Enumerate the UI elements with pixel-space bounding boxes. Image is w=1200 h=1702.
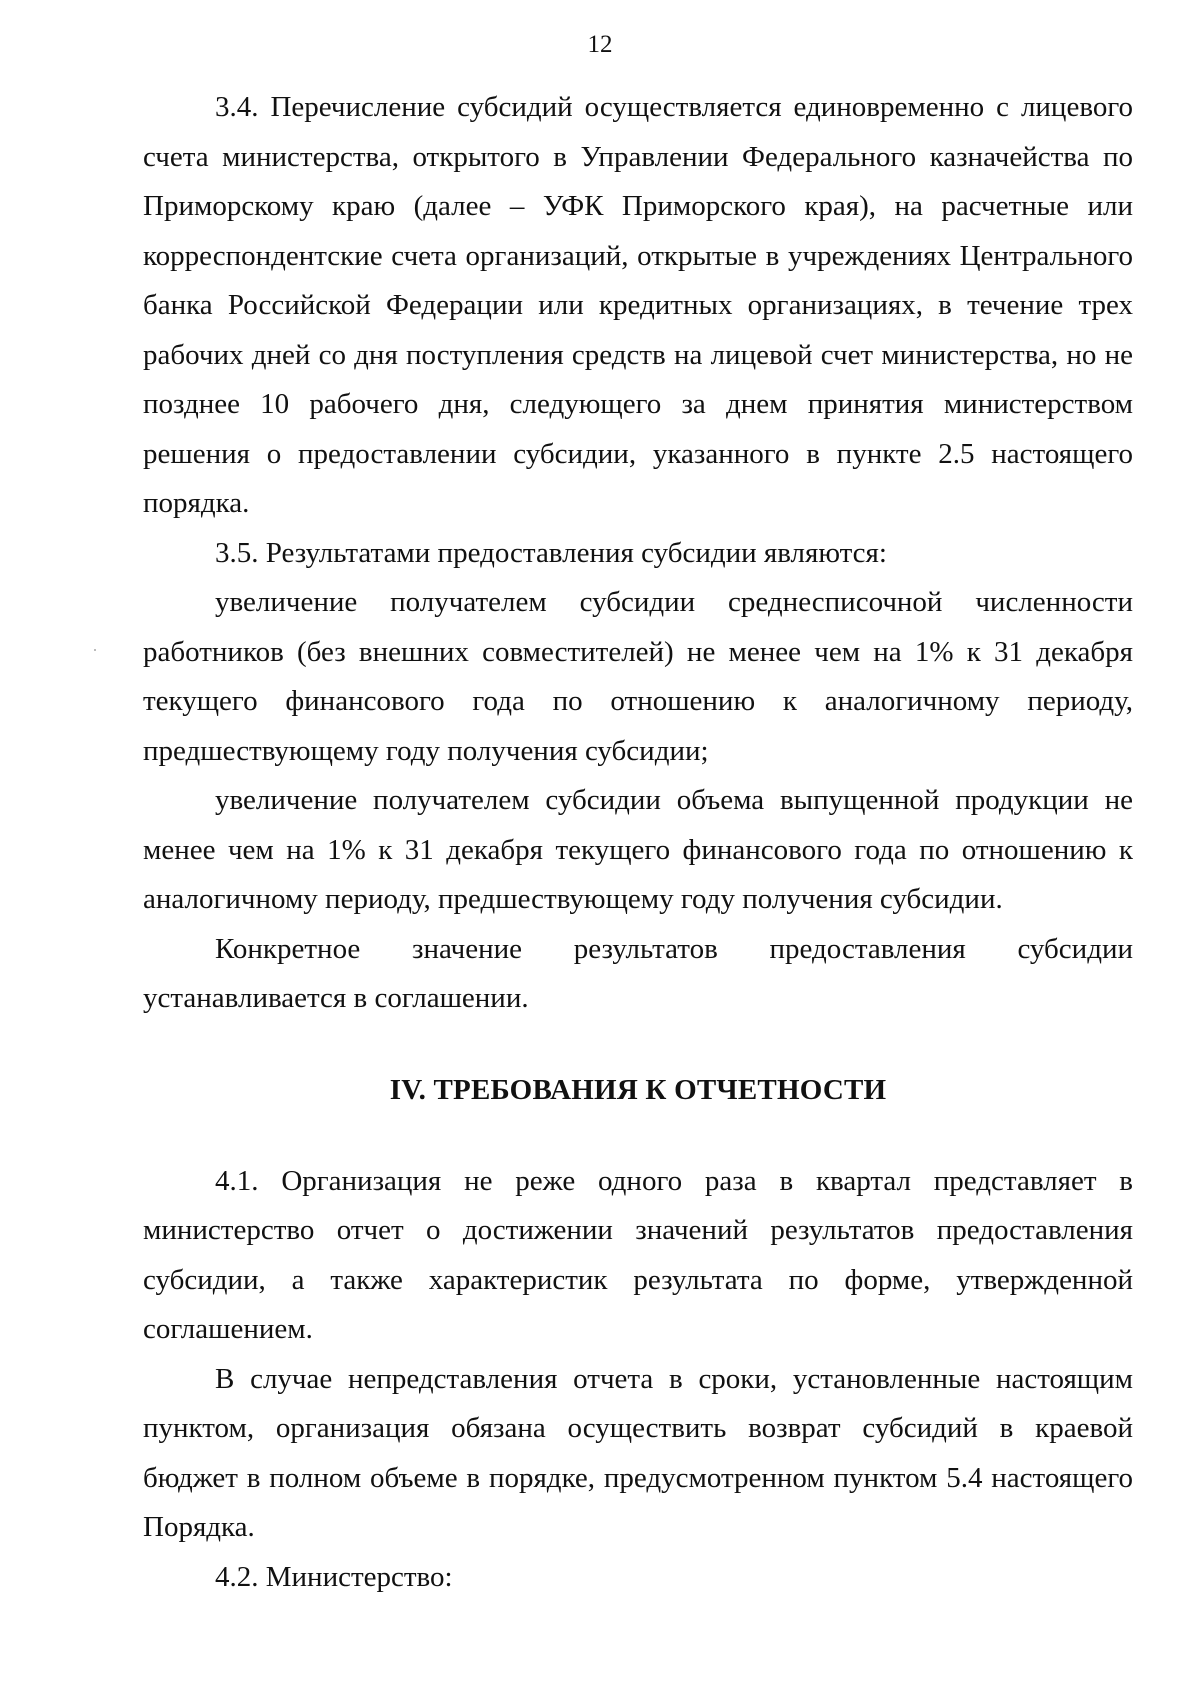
section-title: IV. ТРЕБОВАНИЯ К ОТЧЕТНОСТИ	[389, 1073, 887, 1106]
paragraph-non-submission: В случае непредставления отчета в сроки, установленные настоящим пунктом, организация обязана осуществить возврат субсидий в краевой бюджет в полном объеме в порядке, предусмотренном пунктом 5.4 настоящего Порядка.	[143, 1362, 1133, 1543]
paragraph-3-5: 3.5. Результатами предоставления субсидии являются:	[215, 536, 887, 569]
scan-artifact-dot	[94, 649, 96, 651]
paragraph-3-4: 3.4. Перечисление субсидий осуществляется единовременно с лицевого счета министерства, открытого в Управлении Федерального казначейства по Приморскому краю (далее – УФК Приморского края), на расчетные или корреспондентские счета организаций, открытые в учреждениях Центрального банка Российской Федерации или кредитных организациях, в течение трех рабочих дней со дня поступления средств на лицевой счет министерства, но не позднее 10 рабочего дня, следующего за днем принятия министерством решения о предоставлении субсидии, указанного в пункте 2.5 настоящего порядка.	[143, 91, 1133, 519]
document-body	[143, 83, 1133, 1602]
paragraph-result-employees: увеличение получателем субсидии среднесписочной численности работников (без внешних совместителей) не менее чем на 1% к 31 декабря текущего финансового года по отношению к аналогичному периоду, предшествующему году получения субсидии;	[143, 586, 1133, 767]
paragraph-result-production: увеличение получателем субсидии объема выпущенной продукции не менее чем на 1% к 31 декабря текущего финансового года по отношению к аналогичному периоду, предшествующему году получения субсидии.	[143, 784, 1133, 915]
paragraph-4-1: 4.1. Организация не реже одного раза в квартал представляет в министерство отчет о достижении значений результатов предоставления субсидии, а также характеристик результата по форме, утвержденной соглашением.	[143, 1164, 1133, 1345]
page-number: 12	[587, 31, 613, 58]
paragraph-4-2: 4.2. Министерство:	[215, 1560, 453, 1593]
paragraph-specific-value: Конкретное значение результатов предоставления субсидии устанавливается в соглашении.	[143, 932, 1133, 1014]
